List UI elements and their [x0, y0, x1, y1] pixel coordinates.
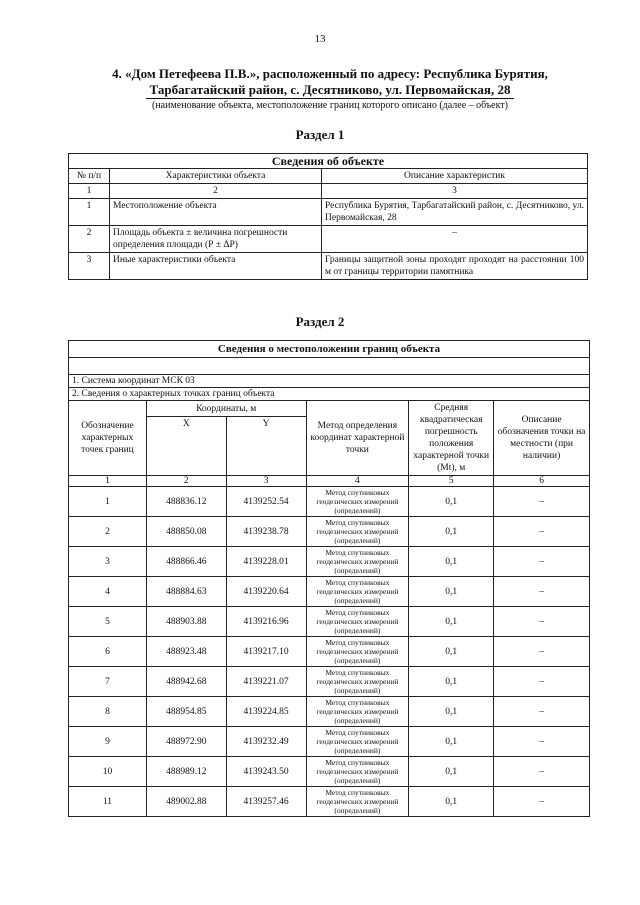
- point-number: 6: [69, 637, 147, 667]
- heading-line-2: Тарбагатайский район, с. Десятниково, ул. Первомайская, 28: [146, 82, 515, 99]
- point-number: 3: [69, 547, 147, 577]
- point-description: –: [494, 757, 590, 787]
- table-row: [69, 667, 590, 697]
- method-cell: Метод спутниковых геодезических измерений (определений): [306, 727, 409, 757]
- error-value: 0,1: [409, 637, 494, 667]
- method-cell: Метод спутниковых геодезических измерений (определений): [306, 547, 409, 577]
- page-number: 13: [314, 33, 326, 45]
- error-value: 0,1: [409, 667, 494, 697]
- points-body: [69, 487, 590, 817]
- point-description: –: [494, 697, 590, 727]
- blank-row: [69, 358, 590, 375]
- table-row: [69, 727, 590, 757]
- table-row: [69, 487, 590, 517]
- header-characteristic: Характеристики объекта: [110, 169, 322, 184]
- point-description: –: [494, 517, 590, 547]
- error-value: 0,1: [409, 787, 494, 817]
- row-name: Иные характеристики объекта: [110, 253, 322, 280]
- table-row: [69, 577, 590, 607]
- method-cell: Метод спутниковых геодезических измерений (определений): [306, 787, 409, 817]
- coord-x: 488903.88: [146, 607, 226, 637]
- coord-x: 488972.90: [146, 727, 226, 757]
- header-coords: Координаты, м: [146, 401, 306, 417]
- coord-x: 488989.12: [146, 757, 226, 787]
- boundary-caption: Сведения о местоположении границ объекта: [69, 341, 590, 358]
- coord-x: 488954.85: [146, 697, 226, 727]
- table-row: [69, 517, 590, 547]
- point-description: –: [494, 577, 590, 607]
- heading-note: (наименование объекта, местоположение границ которого описано (далее – объект): [151, 100, 509, 111]
- method-cell: Метод спутниковых геодезических измерений (определений): [306, 697, 409, 727]
- method-cell: Метод спутниковых геодезических измерений (определений): [306, 667, 409, 697]
- method-cell: Метод спутниковых геодезических измерений (определений): [306, 637, 409, 667]
- index-cell: 4: [306, 476, 409, 487]
- coord-y: 4139252.54: [226, 487, 306, 517]
- header-num: № п/п: [69, 169, 110, 184]
- coord-y: 4139257.46: [226, 787, 306, 817]
- row-name: Площадь объекта ± величина погрешности определения площади (Р ± ΔР): [110, 226, 322, 253]
- index-cell: 6: [494, 476, 590, 487]
- row-num: 3: [69, 253, 110, 280]
- point-number: 10: [69, 757, 147, 787]
- point-description: –: [494, 727, 590, 757]
- error-value: 0,1: [409, 577, 494, 607]
- error-value: 0,1: [409, 607, 494, 637]
- point-number: 11: [69, 787, 147, 817]
- point-description: –: [494, 667, 590, 697]
- point-description: –: [494, 547, 590, 577]
- coord-system: 1. Система координат МСК 03: [69, 375, 590, 388]
- point-description: –: [494, 637, 590, 667]
- row-desc: Границы защитной зоны проходят проходят на расстоянии 100 м от границы территории памятника: [322, 253, 588, 280]
- coord-y: 4139224.85: [226, 697, 306, 727]
- header-description: Описание обозначения точки на местности (при наличии): [494, 401, 590, 476]
- coord-x: 488850.08: [146, 517, 226, 547]
- section-1-title: Раздел 1: [295, 127, 345, 142]
- boundary-points-table: [68, 340, 590, 817]
- coord-y: 4139243.50: [226, 757, 306, 787]
- document-heading: [70, 66, 590, 99]
- table-row: [69, 637, 590, 667]
- index-cell: 1: [69, 184, 110, 199]
- object-info-table: [68, 153, 588, 280]
- coord-y: 4139232.49: [226, 727, 306, 757]
- method-cell: Метод спутниковых геодезических измерений (определений): [306, 607, 409, 637]
- point-number: 5: [69, 607, 147, 637]
- section-2-title: Раздел 2: [295, 314, 345, 329]
- error-value: 0,1: [409, 727, 494, 757]
- table-row: [69, 253, 588, 280]
- index-cell: 1: [69, 476, 147, 487]
- method-cell: Метод спутниковых геодезических измерений (определений): [306, 757, 409, 787]
- row-desc: Республика Бурятия, Тарбагатайский район, с. Десятниково, ул. Первомайская, 28: [322, 199, 588, 226]
- row-num: 2: [69, 226, 110, 253]
- header-method: Метод определения координат характерной точки: [306, 401, 409, 476]
- points-title: 2. Сведения о характерных точках границ объекта: [69, 388, 590, 401]
- method-cell: Метод спутниковых геодезических измерений (определений): [306, 487, 409, 517]
- coord-y: 4139238.78: [226, 517, 306, 547]
- row-num: 1: [69, 199, 110, 226]
- point-number: 8: [69, 697, 147, 727]
- object-info-caption: Сведения об объекте: [69, 154, 588, 169]
- point-number: 1: [69, 487, 147, 517]
- table-row: [69, 199, 588, 226]
- error-value: 0,1: [409, 697, 494, 727]
- table-row: [69, 547, 590, 577]
- point-number: 7: [69, 667, 147, 697]
- point-number: 9: [69, 727, 147, 757]
- coord-x: 489002.88: [146, 787, 226, 817]
- table-row: [69, 787, 590, 817]
- index-cell: 3: [322, 184, 588, 199]
- point-description: –: [494, 607, 590, 637]
- point-number: 4: [69, 577, 147, 607]
- coord-x: 488923.48: [146, 637, 226, 667]
- method-cell: Метод спутниковых геодезических измерений (определений): [306, 517, 409, 547]
- error-value: 0,1: [409, 757, 494, 787]
- index-cell: 5: [409, 476, 494, 487]
- coord-y: 4139216.96: [226, 607, 306, 637]
- error-value: 0,1: [409, 487, 494, 517]
- coord-x: 488866.46: [146, 547, 226, 577]
- point-number: 2: [69, 517, 147, 547]
- header-x: X: [146, 417, 226, 476]
- header-error: Средняя квадратическая погрешность положения характерной точки (Мt), м: [409, 401, 494, 476]
- header-y: Y: [226, 417, 306, 476]
- table-row: [69, 226, 588, 253]
- row-desc: –: [322, 226, 588, 253]
- row-name: Местоположение объекта: [110, 199, 322, 226]
- header-description: Описание характеристик: [322, 169, 588, 184]
- point-description: –: [494, 487, 590, 517]
- table-row: [69, 757, 590, 787]
- index-cell: 2: [146, 476, 226, 487]
- coord-x: 488884.63: [146, 577, 226, 607]
- table-row: [69, 697, 590, 727]
- index-cell: 3: [226, 476, 306, 487]
- coord-y: 4139217.10: [226, 637, 306, 667]
- point-description: –: [494, 787, 590, 817]
- coord-x: 488836.12: [146, 487, 226, 517]
- coord-y: 4139220.64: [226, 577, 306, 607]
- error-value: 0,1: [409, 547, 494, 577]
- coord-x: 488942.68: [146, 667, 226, 697]
- method-cell: Метод спутниковых геодезических измерений (определений): [306, 577, 409, 607]
- header-point: Обозначение характерных точек границ: [69, 401, 147, 476]
- index-cell: 2: [110, 184, 322, 199]
- heading-line-1: 4. «Дом Петефеева П.В.», расположенный по адресу: Республика Бурятия,: [112, 66, 548, 81]
- coord-y: 4139228.01: [226, 547, 306, 577]
- coord-y: 4139221.07: [226, 667, 306, 697]
- table-row: [69, 607, 590, 637]
- error-value: 0,1: [409, 517, 494, 547]
